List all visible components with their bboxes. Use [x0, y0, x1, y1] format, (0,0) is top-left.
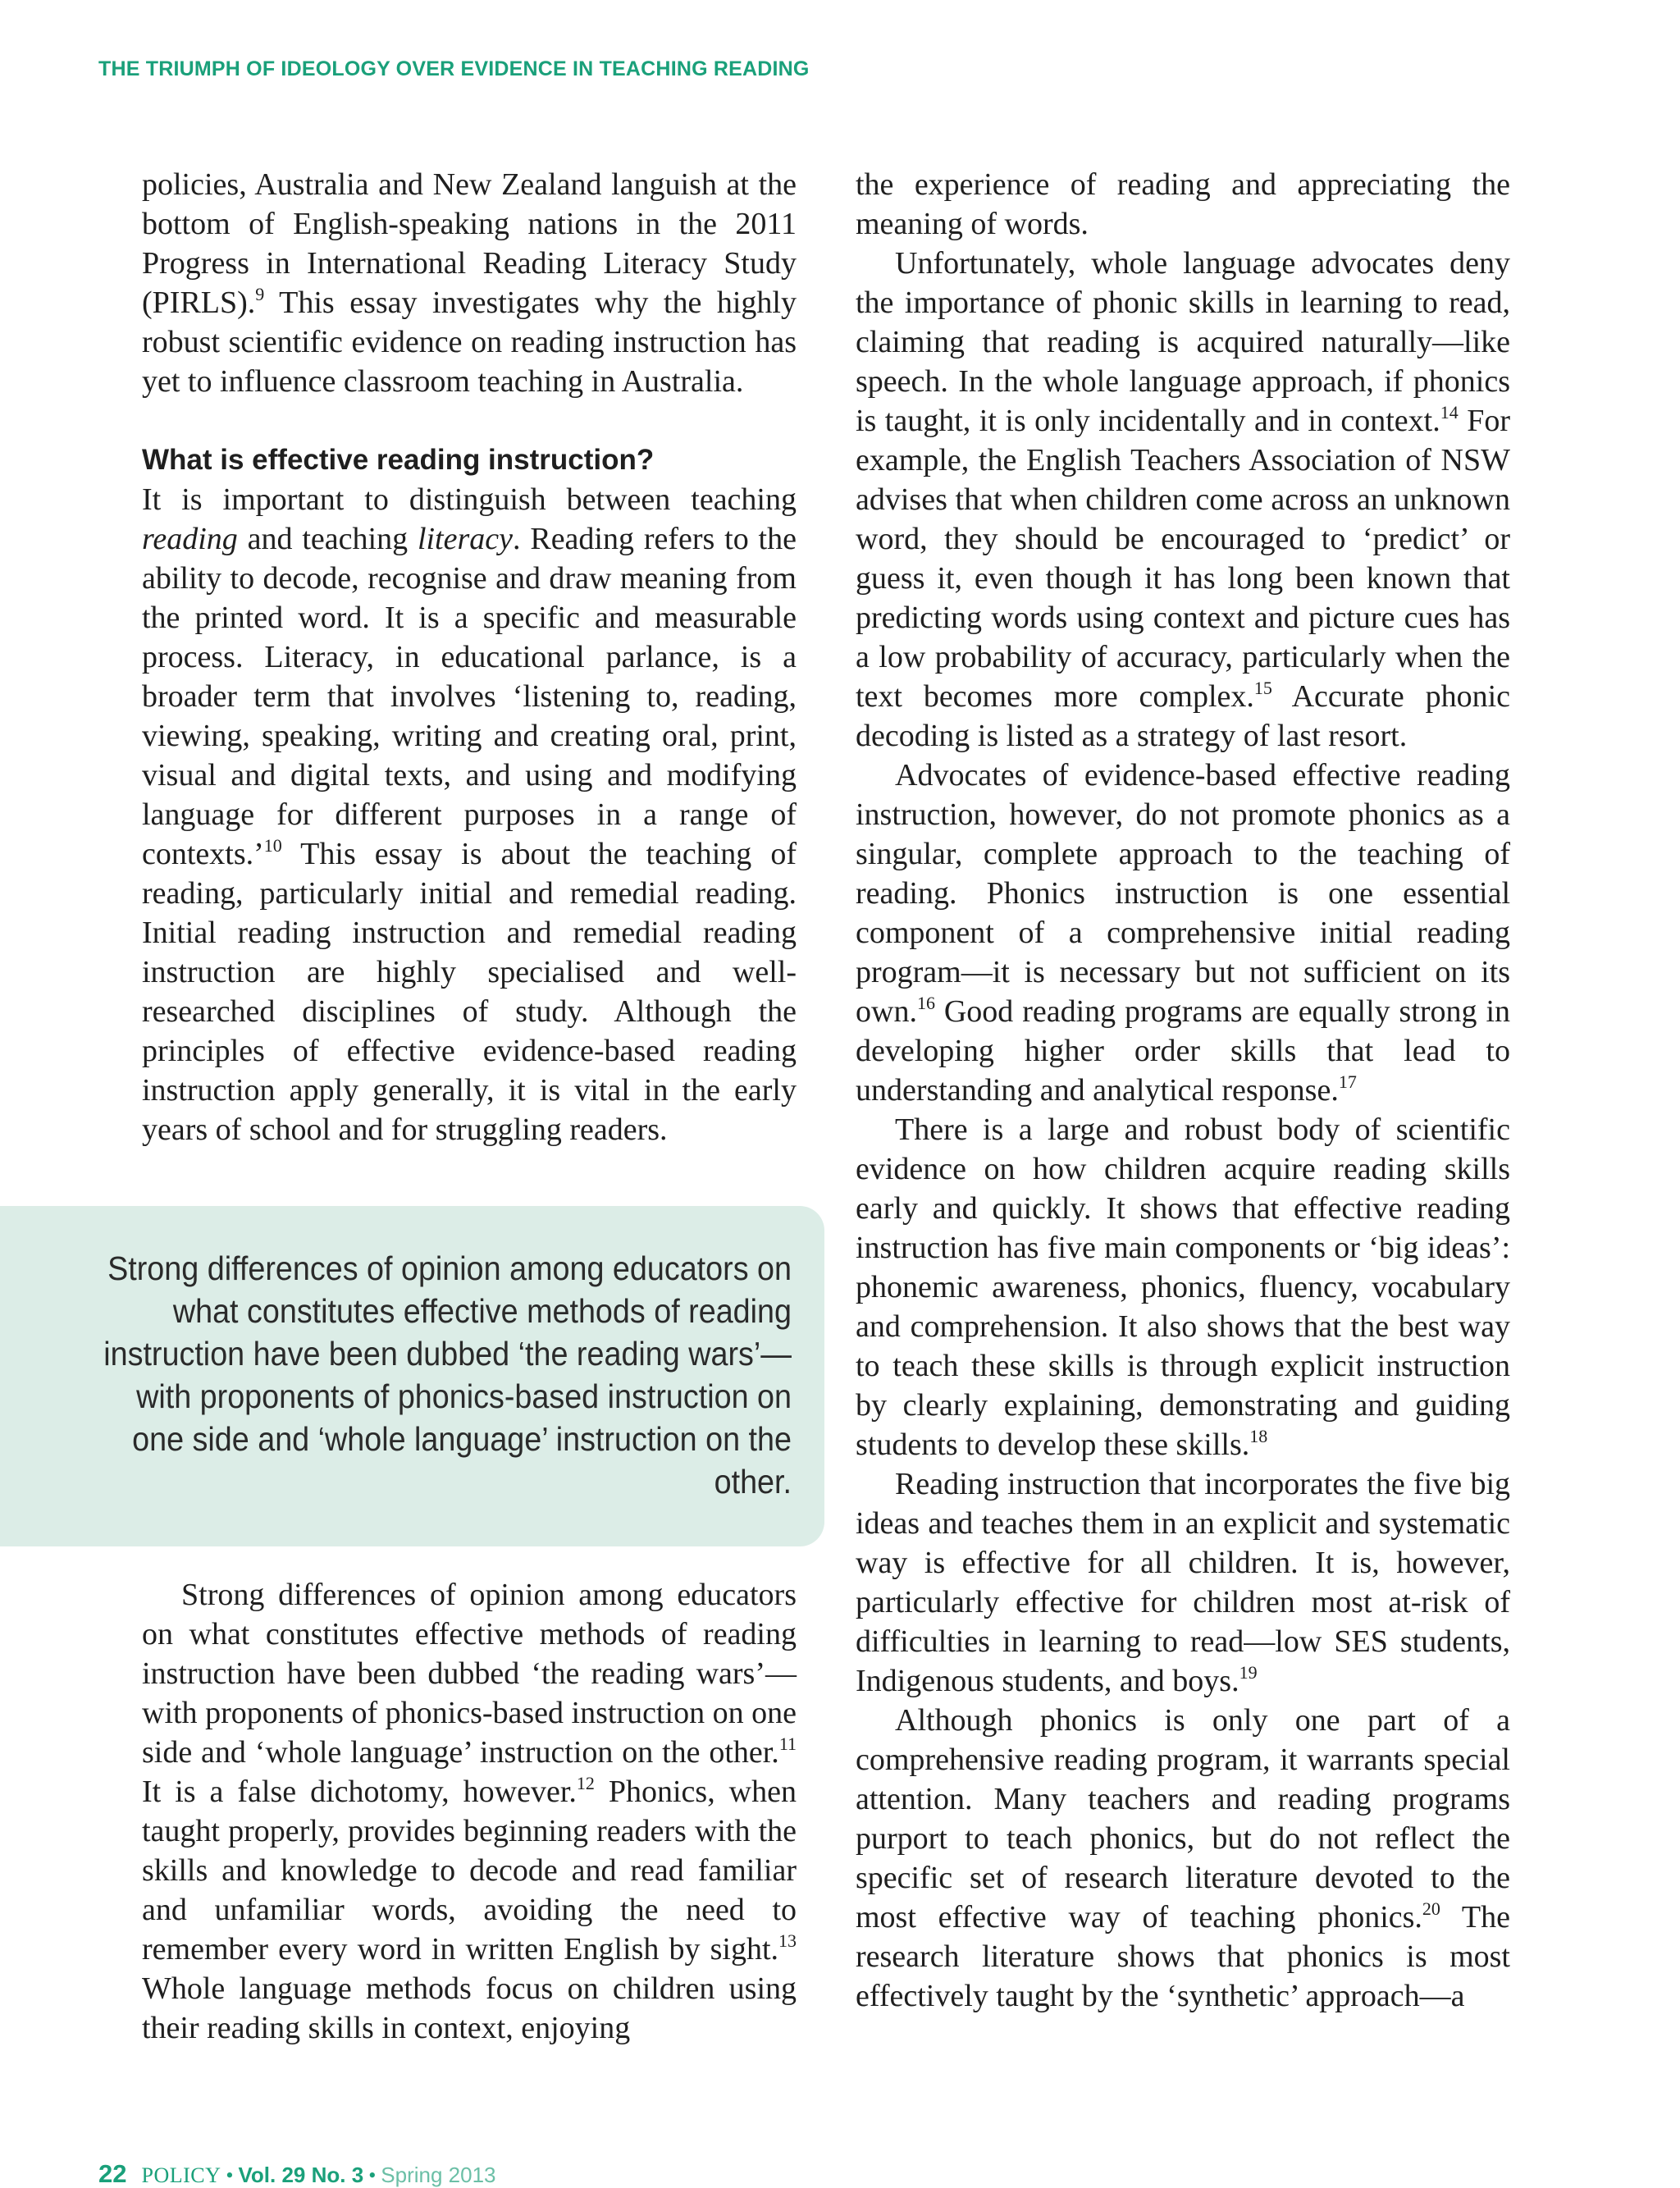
paragraph [856, 244, 1510, 756]
page-footer [98, 2159, 496, 2188]
right-column [856, 165, 1510, 2016]
journal-name: POLICY [141, 2163, 221, 2187]
pullquote [0, 1206, 824, 1546]
paragraph-text: . Reading refers to the ability to decode, recognise and draw meaning from the printed word. It is a specific and measurable process. Literacy, in educational parlance, is a broader term that involves ‘listening to, reading, viewing, speaking, writing and creating oral, print, visual and digital texts, and using and modifying language for different purposes in a range of contexts.’ [142, 522, 797, 871]
emphasis: literacy [417, 522, 513, 556]
paragraph-text: Strong differences of opinion among educators on what constitutes effective methods of reading instruction have been dubbed ‘the reading wars’—with proponents of phonics-based instruction on one side and ‘whole language’ instruction on the other. [142, 1578, 797, 1770]
running-title: THE TRIUMPH OF IDEOLOGY OVER EVIDENCE IN TEACHING READING [98, 57, 810, 80]
paragraph-text: policies, Australia and New Zealand languish at the bottom of English-speaking nations in the 2011 Progress in International Reading Literacy Study (PIRLS). [142, 167, 797, 320]
footnote-ref: 20 [1422, 1898, 1440, 1919]
paragraph-text: There is a large and robust body of scientific evidence on how children acquire reading skills early and quickly. It shows that effective reading instruction has five main components or ‘big ideas’: phonemic awareness, phonics, fluency, vocabulary and comprehension. It also shows that the best way to teach these skills is through explicit instruction by clearly explaining, demonstrating and guiding students to develop these skills. [856, 1112, 1510, 1462]
paragraph-text: The research literature shows that phonics is most effectively taught by the ‘synthetic’ approach—a [856, 1900, 1510, 2013]
paragraph [856, 1464, 1510, 1701]
footnote-ref: 19 [1239, 1662, 1258, 1683]
paragraph-text: Reading instruction that incorporates the five big ideas and teaches them in an explicit and systematic way is effective for all children. It is, however, particularly effective for children most at-risk of difficulties in learning to read—low SES students, Indigenous students, and boys. [856, 1467, 1510, 1698]
paragraph-text: It is a false dichotomy, however. [142, 1775, 577, 1809]
footer-separator: • [368, 2163, 377, 2187]
paragraph [856, 1110, 1510, 1464]
paragraph-text: Although phonics is only one part of a comprehensive reading program, it warrants special attention. Many teachers and reading programs purport to teach phonics, but do not reflect the specific set of research literature devoted to the most effective way of teaching phonics. [856, 1703, 1510, 1934]
footnote-ref: 18 [1249, 1426, 1268, 1446]
paragraph-text: and teaching [237, 522, 418, 556]
footnote-ref: 14 [1440, 402, 1459, 423]
section-heading: What is effective reading instruction? [142, 444, 655, 476]
paragraph-text: the experience of reading and appreciating the meaning of words. [856, 167, 1510, 241]
left-column-bottom [142, 1575, 797, 2048]
paragraph [856, 165, 1510, 244]
paragraph-text: This essay is about the teaching of reading, particularly initial and remedial reading. Initial reading instruction and remedial reading instruction are highly specialised and well-researched disciplines of study. Although the principles of effective evidence-based reading instruction apply generally, it is vital in the early years of school and for struggling readers. [142, 837, 797, 1147]
footnote-ref: 9 [255, 284, 265, 304]
paragraph-text: Accurate phonic decoding is listed as a strategy of last resort. [856, 679, 1510, 753]
footnote-ref: 11 [778, 1733, 797, 1754]
page-number: 22 [98, 2159, 127, 2188]
footnote-ref: 13 [778, 1930, 797, 1951]
paragraph-text: This essay investigates why the highly robust scientific evidence on reading instruction has yet to influence classroom teaching in Australia. [142, 285, 797, 399]
footnote-ref: 12 [576, 1773, 595, 1793]
issue-label: Vol. 29 No. 3 [238, 2163, 364, 2187]
paragraph [142, 1575, 797, 2048]
footer-separator: • [226, 2163, 234, 2187]
paragraph-text: Unfortunately, whole language advocates deny the importance of phonic skills in learning to read, claiming that reading is acquired naturally—like speech. In the whole language approach, if phonics is taught, it is only incidentally and in context. [856, 246, 1510, 438]
left-column-top [142, 165, 797, 1149]
paragraph-text: Good reading programs are equally strong in developing higher order skills that lead to understanding and analytical response. [856, 994, 1510, 1108]
footnote-ref: 15 [1253, 678, 1272, 698]
season-label: Spring 2013 [381, 2163, 496, 2187]
footnote-ref: 16 [916, 993, 935, 1013]
paragraph-text: For example, the English Teachers Association of NSW advises that when children come across an unknown word, they should be encouraged to ‘predict’ or guess it, even though it has long been known that predicting words using context and picture cues has a low probability of accuracy, particularly when the text becomes more complex. [856, 404, 1510, 714]
paragraph [856, 756, 1510, 1110]
paragraph-text: Phonics, when taught properly, provides beginning readers with the skills and knowledge to decode and read familiar and unfamiliar words, avoiding the need to remember every word in written English by sight. [142, 1775, 797, 1966]
footnote-ref: 10 [263, 835, 282, 856]
paragraph [856, 1701, 1510, 2016]
paragraph [142, 480, 797, 1149]
emphasis: reading [142, 522, 238, 556]
paragraph-text: It is important to distinguish between teaching [142, 482, 797, 517]
paragraph-text: Whole language methods focus on children using their reading skills in context, enjoying [142, 1971, 797, 2045]
footnote-ref: 17 [1338, 1071, 1357, 1092]
paragraph-text: Advocates of evidence-based effective reading instruction, however, do not promote phonics as a singular, complete approach to the teaching of reading. Phonics instruction is one essential component of a comprehensive initial reading program—it is necessary but not sufficient on its own. [856, 758, 1510, 1029]
pullquote-text: Strong differences of opinion among educators on what constitutes effective methods of reading instruction have been dubbed ‘the reading wars’—with proponents of phonics-based instruction on one side and ‘whole language’ instruction on the other. [103, 1249, 792, 1501]
paragraph [142, 165, 797, 401]
